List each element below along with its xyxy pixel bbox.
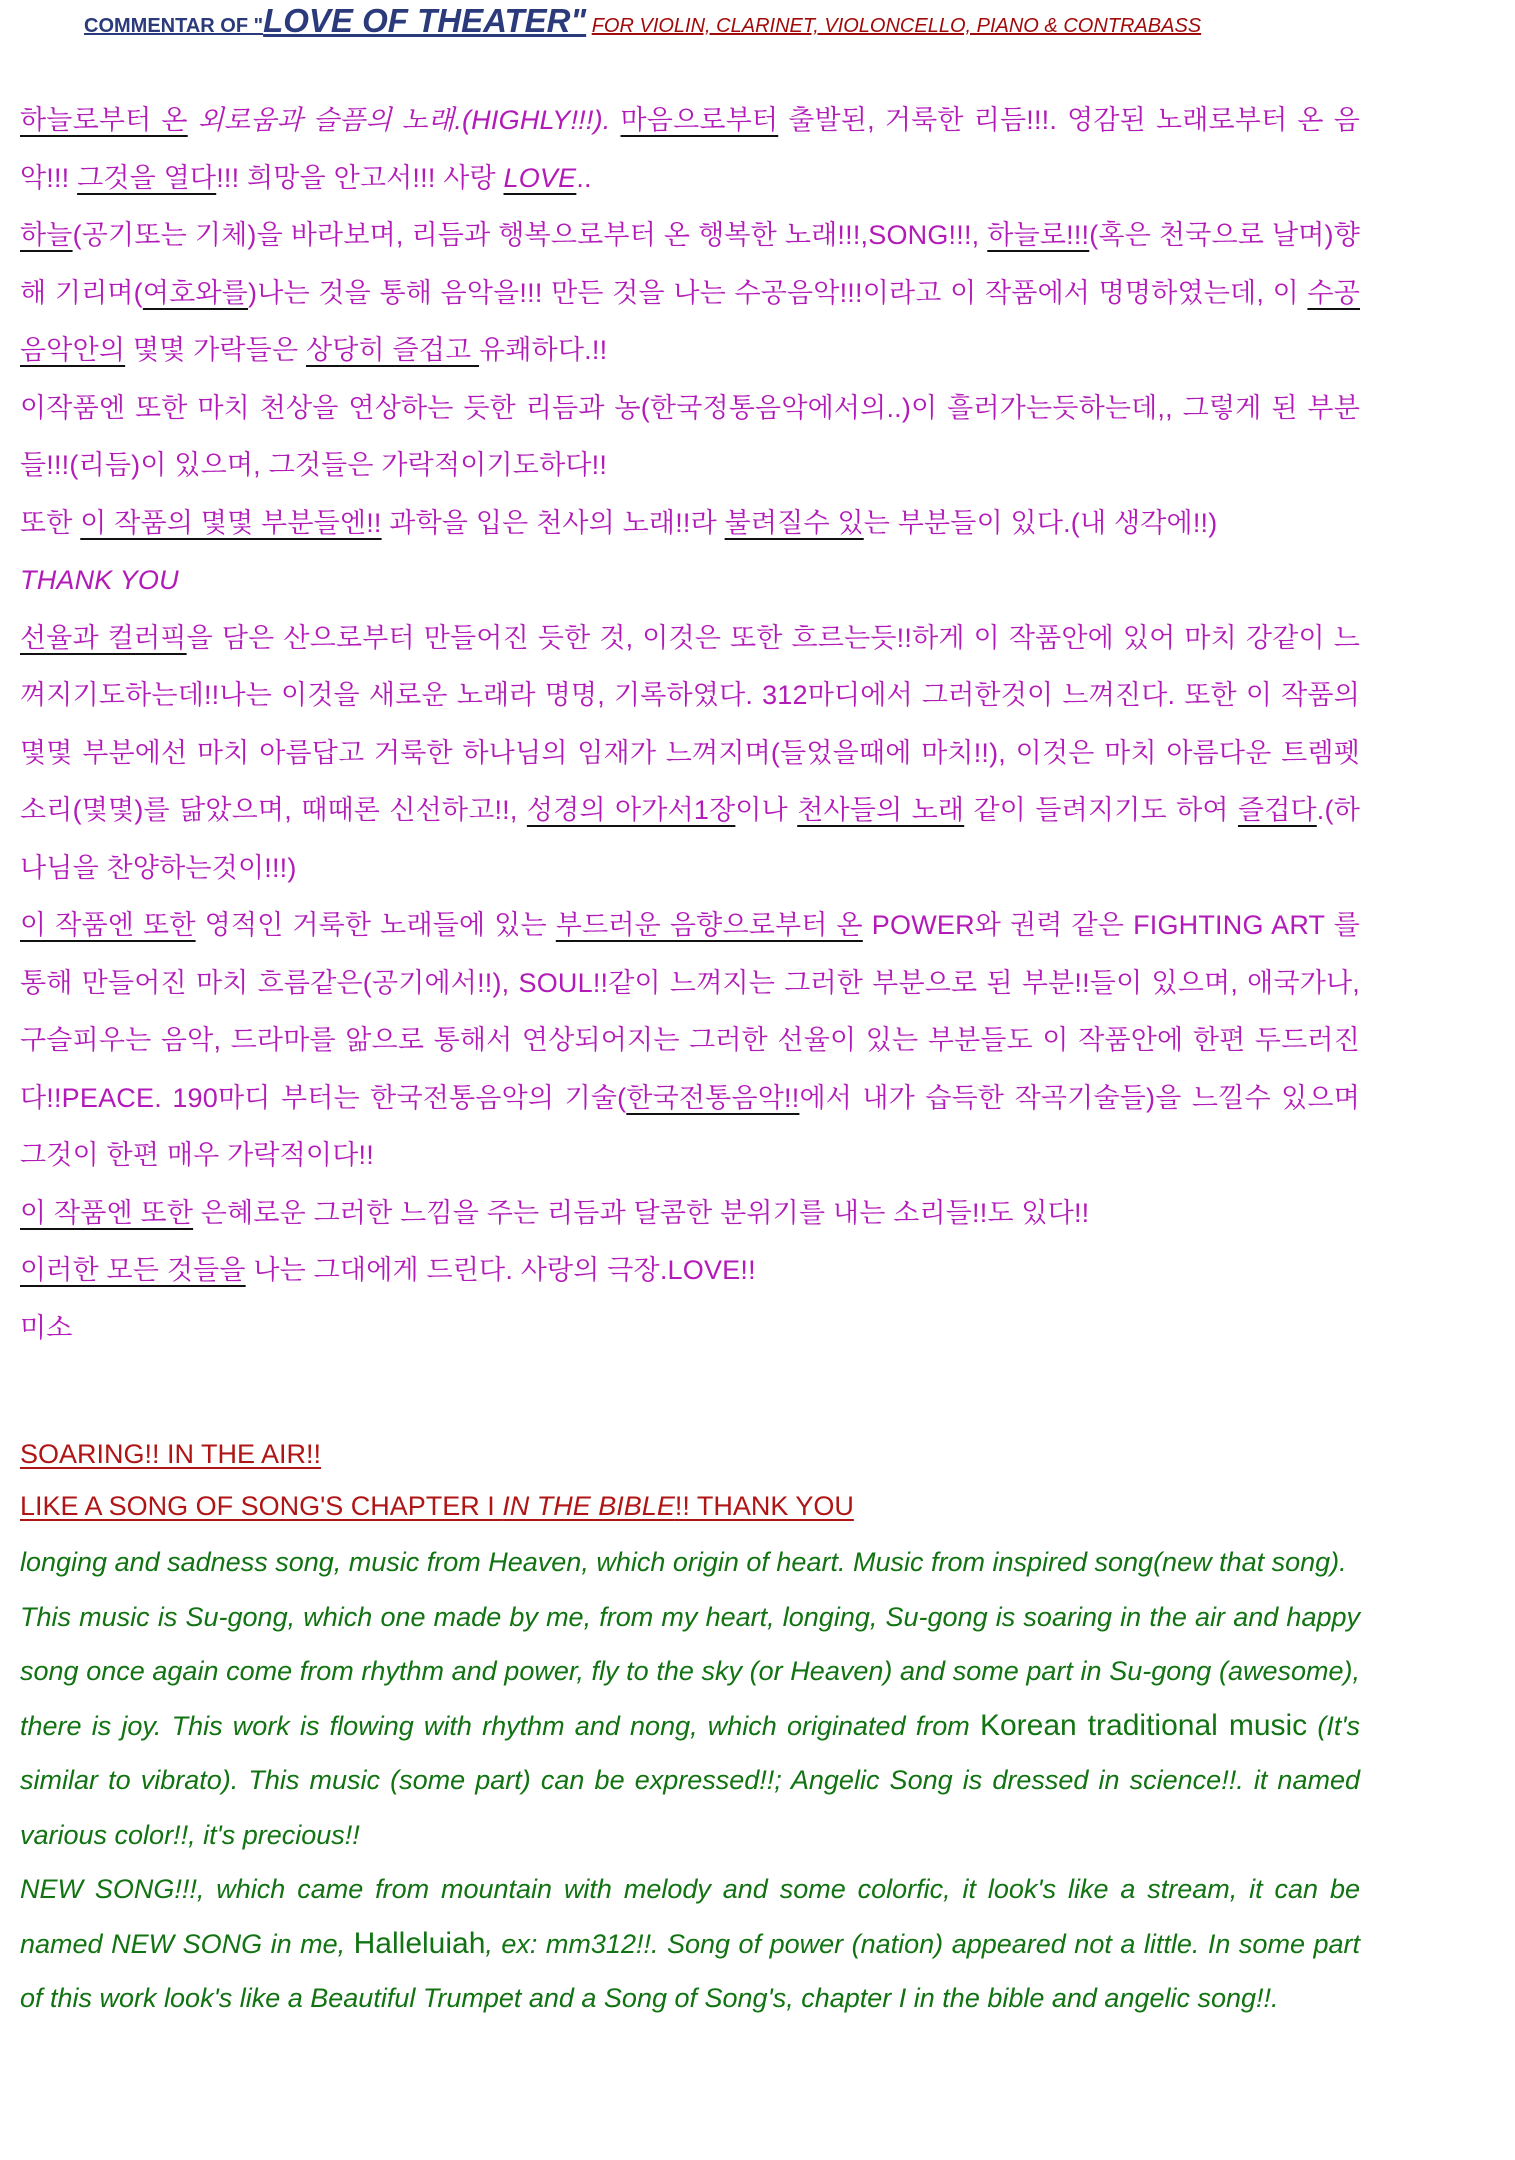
- english-heading-1: SOARING!! IN THE AIR!!: [20, 1439, 322, 1469]
- korean-paragraph-2: [20, 207, 1360, 380]
- text-run: 은혜로운 그러한 느낌을 주는 리듬과 달콤한 분위기를 내는 소리들!!도 있다!!: [193, 1197, 1090, 1228]
- text-run: (공기또는 기체)을 바라보며, 리듬과 행복으로부터 온 행복한 노래!!!,SONG!!!,: [72, 220, 988, 250]
- text-run: (혹은 천국으로 날며)향해 기리며(: [20, 220, 1360, 308]
- english-paragraph-3: [20, 1862, 1360, 2026]
- underlined-phrase: 불려질수 있: [724, 507, 864, 538]
- english-paragraph-1: longing and sadness song, music from Heaven, which origin of heart. Music from inspired song(new that song).: [20, 1547, 1347, 1577]
- underlined-phrase: 이 작품엔 또한: [20, 1197, 194, 1228]
- underlined-phrase: 성경의 아가서1장: [526, 795, 736, 825]
- text-run: (It's similar to vibrato). This music (some part) can be expressed!!; Angelic Song is dressed in science!!. it named various color!!, it's precious!!: [20, 1710, 1361, 1850]
- underlined-phrase: 이 작품엔 또한: [20, 910, 196, 940]
- text-run: Korean traditional music: [979, 1708, 1308, 1742]
- text-run: This music is Su-gong, which one made by me, from my heart, longing, Su-gong is soaring in the air and happy song once again come from rhythm and power, fly to the sky (or Heaven) and some part in Su-gong (awesome), there is joy. This work is flowing with rhythm and nong, which originated from: [20, 1601, 1360, 1741]
- text-run: 는 부분들이 있다.(내 생각에!!): [863, 507, 1218, 538]
- text-run: 이나: [735, 795, 798, 825]
- underlined-phrase: 선율과 컬러픽: [20, 622, 187, 653]
- underlined-phrase: 이러한 모든 것들을: [20, 1255, 246, 1285]
- underlined-phrase: 하늘로부터 온: [20, 105, 188, 135]
- header-prefix: COMMENTAR OF ": [84, 15, 264, 37]
- korean-paragraph-5: [20, 610, 1360, 898]
- underlined-phrase: 즐겁다: [1237, 795, 1317, 825]
- text-run: 또한: [20, 507, 81, 538]
- text-run: 출발된, 거룩한 리듬!!!. 영감된 노래로부터 온 음악!!!: [20, 105, 1360, 193]
- english-heading-2: [20, 1480, 1360, 1532]
- text-run: POWER와 권력 같은 FIGHTING ART 를 통해 만들어진 마치 흐름같은(공기에서!!), SOUL!!같이 느껴지는 그러한 부분으로 된 부분!!들이 있으며, 애국가나, 구슬피우는 음악, 드라마를 앎으로 통해서 연상되어지는 그러한 선율이 있는 부분들도 이 작품안에 한편 두드러진다!!PEACE. 190마디 부터는 한국전통음악의 기술(: [20, 910, 1360, 1113]
- text-run: Halleluiah: [353, 1926, 486, 1960]
- english-paragraph-2: [20, 1590, 1360, 1863]
- korean-paragraph-4: [20, 495, 1360, 553]
- text-run: 나는 그대에게 드린다. 사랑의 극장.LOVE!!: [245, 1255, 756, 1285]
- thank-you-line: THANK YOU: [20, 565, 179, 595]
- text-run: , ex: mm312!!. Song of power (nation) appeared not a little. In some part of this work look's like a Beautiful Trumpet and a Song of Song's, chapter I in the bible and angelic song!!.: [20, 1928, 1360, 2013]
- korean-paragraph-6: [20, 897, 1360, 1185]
- signature-text: 미소: [20, 1312, 73, 1343]
- text-run: NEW SONG!!!, which came from mountain with melody and some colorfic, it look's like a stream, it can be named NEW SONG in me,: [20, 1874, 1360, 1959]
- text-run: 영적인 거룩한 노래들에 있는: [195, 910, 556, 940]
- underlined-phrase: 그것을 열다: [77, 162, 217, 193]
- text-run: 에서 내가 습득한 작곡기술들)을 느낄수 있으며 그것이 한편 매우 가락적이다!!: [20, 1082, 1361, 1170]
- text-run: 몇몇 가락들은: [125, 335, 306, 365]
- page-header: [84, 2, 1504, 40]
- underlined-phrase: 한국전통음악!!: [626, 1082, 800, 1113]
- underlined-phrase: 상당히 즐겁고: [305, 335, 480, 365]
- underlined-phrase: 마음으로부터: [620, 105, 779, 135]
- korean-commentary: [20, 92, 1360, 1357]
- korean-paragraph-8: [20, 1242, 1360, 1300]
- korean-paragraph-3: 이작품엔 또한 마치 천상을 연상하는 듯한 리듬과 농(한국정통음악에서의..)이 흘러가는듯하는데,, 그렇게 된 부분들!!!(리듬)이 있으며, 그것들은 가락적이기도하다!!: [20, 392, 1360, 480]
- text-run: !! THANK YOU: [674, 1491, 854, 1521]
- text-run: LIKE A SONG OF SONG'S CHAPTER I: [20, 1491, 503, 1521]
- english-headings: [20, 1428, 1360, 1532]
- underlined-phrase: LOVE: [503, 162, 577, 193]
- header-title: LOVE OF THEATER": [263, 2, 587, 39]
- text-run: ..: [576, 162, 592, 193]
- underlined-phrase: 천사들의 노래: [797, 795, 965, 825]
- korean-paragraph-1: [20, 92, 1360, 207]
- text-run: 유쾌하다.!!: [479, 335, 608, 365]
- text-run: IN THE BIBLE: [502, 1491, 675, 1521]
- korean-paragraph-7: [20, 1185, 1360, 1243]
- english-commentary: [20, 1535, 1360, 2026]
- underlined-phrase: 부드러운 음향으로부터 온: [555, 910, 863, 940]
- underlined-phrase: 하늘로!!!: [987, 220, 1090, 250]
- text-run: 과학을 입은 천사의 노래!!라: [381, 507, 725, 538]
- underlined-phrase: 여호와를: [142, 277, 249, 308]
- underlined-phrase: 이 작품의 몇몇 부분들엔!!: [80, 507, 382, 538]
- text-run: .(하나님을 찬양하는것이!!!): [20, 795, 1360, 883]
- text-run: )나는 것을 통해 음악을!!! 만든 것을 나는 수공음악!!!이라고 이 작품에서 명명하였는데, 이: [248, 277, 1308, 308]
- text-run: !!! 희망을 안고서!!! 사랑: [216, 162, 504, 193]
- header-instruments: FOR VIOLIN, CLARINET, VIOLONCELLO, PIANO & CONTRABASS: [591, 15, 1202, 37]
- text-run: 을 담은 산으로부터 만들어진 듯한 것, 이것은 또한 흐르는듯!!하게 이 작품안에 있어 마치 강같이 느껴지기도하는데!!나는 이것을 새로운 노래라 명명, 기록하였다. 312마디에서 그러한것이 느껴진다. 또한 이 작품의 몇몇 부분에선 마치 아름답고 거룩한 하나님의 임재가 느껴지며(들었을때에 마치!!), 이것은 마치 아름다운 트렘펫 소리(몇몇)를 닮았으며, 때때론 신선하고!!,: [20, 622, 1360, 825]
- text-run: 외로움과 슬픔의 노래.(HIGHLY!!!).: [187, 105, 621, 135]
- underlined-phrase: 수공음악안의: [20, 277, 1360, 365]
- text-run: 같이 들려지기도 하여: [964, 795, 1238, 825]
- underlined-phrase: 하늘: [20, 220, 73, 250]
